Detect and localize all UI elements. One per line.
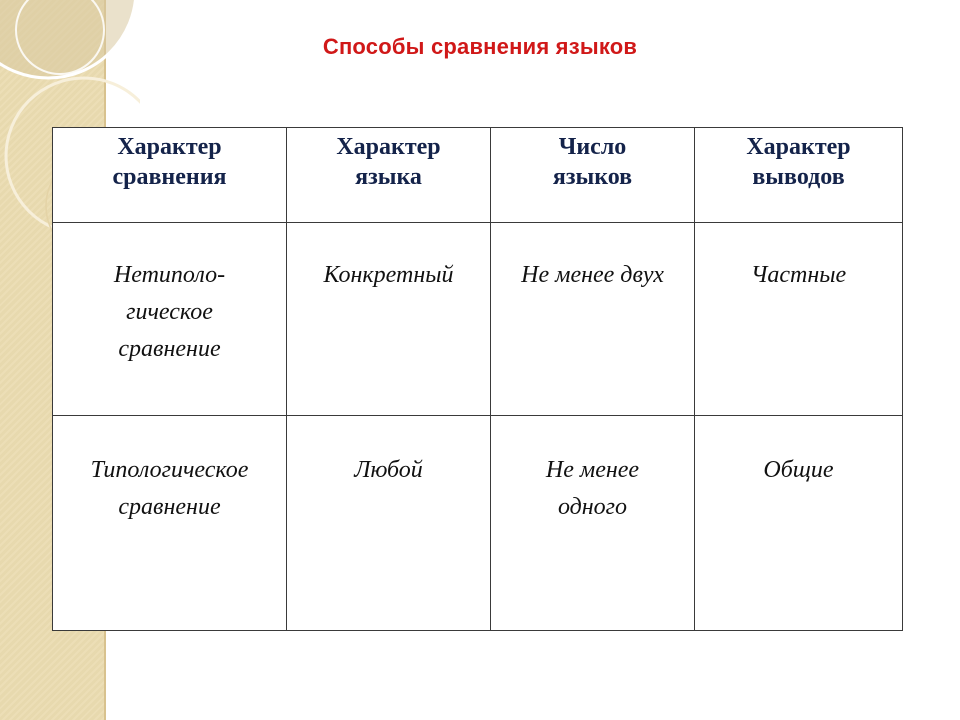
table-cell: Не менее двух [491,223,695,416]
table-cell: Частные [695,223,903,416]
table-cell: Не менее одного [491,416,695,631]
header-cell: Характер языка [287,128,491,223]
table-cell: Общие [695,416,903,631]
slide-title: Способы сравнения языков [322,34,638,59]
header-cell: Характер выводов [695,128,903,223]
table-cell: Конкретный [287,223,491,416]
comparison-table [52,127,903,631]
header-cell: Число языков [491,128,695,223]
table-cell: Любой [287,416,491,631]
header-cell: Характер сравнения [53,128,287,223]
table-row [53,416,903,631]
table-row [53,223,903,416]
table-header-row [53,128,903,223]
table-cell: Нетиполо- гическое сравнение [53,223,287,416]
table-cell: Типологическое сравнение [53,416,287,631]
